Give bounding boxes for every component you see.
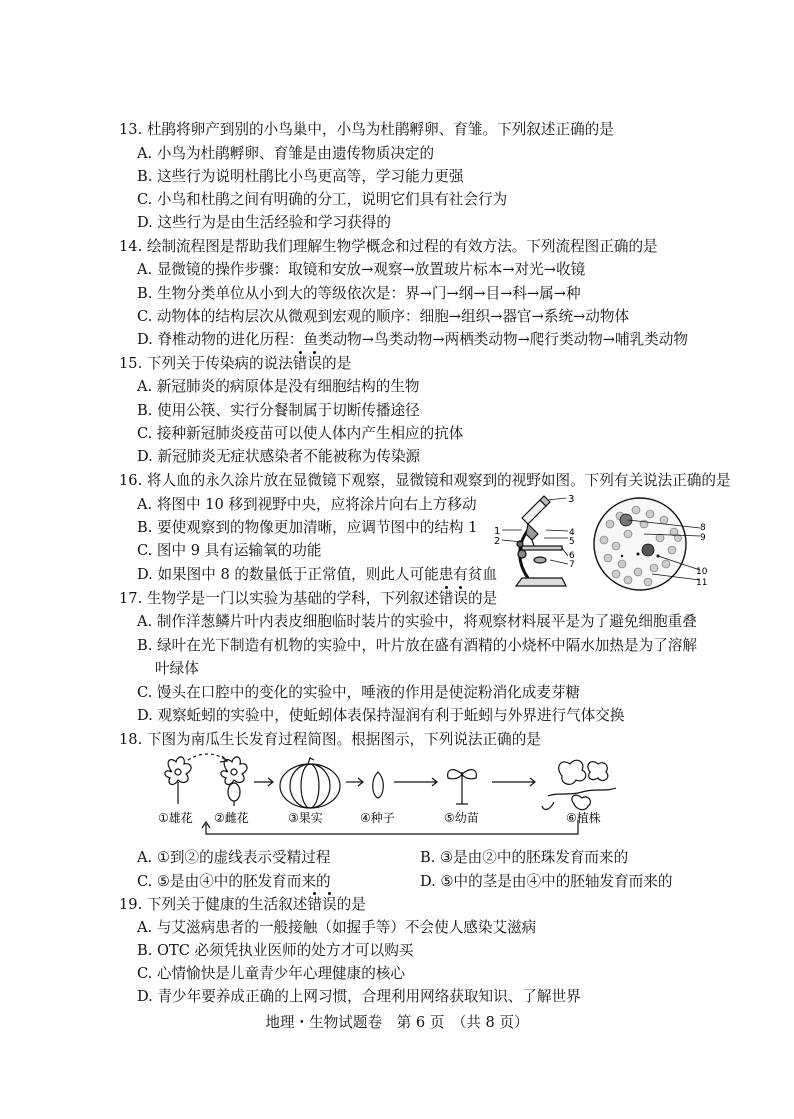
q19-option-a: A. 与艾滋病患者的一般接触（如握手等）不会使人感染艾滋病 bbox=[137, 919, 537, 936]
q16-label-4: 4 bbox=[569, 528, 575, 538]
q17-stem: 17. 生物学是一门以实验为基础的学科，下列叙述错误的是 bbox=[119, 590, 498, 607]
q16-stem: 16. 将人血的永久涂片放在显微镜下观察，显微镜和观察到的视野如图。下列有关说法正确的是 bbox=[119, 472, 731, 489]
q16-label-1: 1 bbox=[494, 526, 501, 537]
q16-label-5: 5 bbox=[569, 537, 575, 547]
q18-label-2: ②雌花 bbox=[214, 811, 249, 825]
q18-option-c: C. ⑤是由④中的胚发育而来的 bbox=[137, 873, 331, 890]
q18-stem: 18. 下图为南瓜生长发育过程简图。根据图示，下列说法正确的是 bbox=[119, 731, 541, 748]
q16-label-11: 11 bbox=[696, 578, 708, 588]
q15-option-a: A. 新冠肺炎的病原体是没有细胞结构的生物 bbox=[137, 378, 420, 395]
q14-option-d: D. 脊椎动物的进化历程：鱼类动物→鸟类动物→两栖类动物→爬行类动物→哺乳类动物 bbox=[137, 331, 688, 348]
q19-option-d: D. 青少年要养成正确的上网习惯，合理利用网络获取知识、了解世界 bbox=[137, 988, 581, 1005]
q15-option-d: D. 新冠肺炎无症状感染者不能被称为传染源 bbox=[137, 448, 421, 465]
q16-label-2: 2 bbox=[494, 536, 501, 547]
q15-option-b: B. 使用公筷、实行分餐制属于切断传播途径 bbox=[137, 402, 420, 419]
q14-option-b: B. 生物分类单位从小到大的等级依次是：界→门→纲→目→科→属→种 bbox=[137, 285, 581, 302]
female-flower-drawing bbox=[221, 757, 247, 806]
q16-label-3: 3 bbox=[568, 494, 575, 505]
male-flower-drawing bbox=[165, 757, 191, 804]
q16-label-7: 7 bbox=[569, 560, 575, 570]
q14-stem: 14. 绘制流程图是帮助我们理解生物学概念和过程的有效方法。下列流程图正确的是 bbox=[119, 238, 658, 255]
q16-label-10: 10 bbox=[696, 567, 708, 577]
q13-option-c: C. 小鸟和杜鹃之间有明确的分工，说明它们具有社会行为 bbox=[137, 191, 508, 208]
q17-option-c: C. 馒头在口腔中的变化的实验中，唾液的作用是使淀粉消化成麦芽糖 bbox=[137, 684, 581, 701]
q17-option-b-line1: B. 绿叶在光下制造有机物的实验中，叶片放在盛有酒精的小烧杯中隔水加热是为了溶解 bbox=[137, 637, 697, 654]
q18-option-b: B. ③是由②中的胚珠发育而来的 bbox=[420, 849, 629, 866]
plant-drawing bbox=[542, 760, 616, 809]
q16-label-8: 8 bbox=[700, 523, 706, 533]
q16-option-c: C. 图中 9 具有运输氧的功能 bbox=[137, 542, 322, 559]
q18-label-1: ①雄花 bbox=[158, 811, 193, 825]
q13-stem: 13. 杜鹃将卵产到别的小鸟巢中，小鸟为杜鹃孵卵、育雏。下列叙述正确的是 bbox=[119, 121, 614, 138]
q19-stem: 19. 下列关于健康的生活叙述错误的是 bbox=[119, 896, 366, 913]
q13-option-a: A. 小鸟为杜鹃孵卵、育雏是由遗传物质决定的 bbox=[137, 145, 435, 162]
q18-option-d: D. ⑤中的茎是由④中的胚轴发育而来的 bbox=[420, 873, 673, 890]
q16-figure bbox=[488, 494, 708, 594]
q16-option-b: B. 要使观察到的物像更加清晰，应调节图中的结构 1 bbox=[137, 519, 478, 536]
seedling-drawing bbox=[448, 770, 477, 804]
pumpkin-drawing bbox=[280, 758, 340, 808]
q16-option-d: D. 如果图中 8 的数量低于正常值，则此人可能患有贫血 bbox=[137, 566, 498, 583]
q15-option-c: C. 接种新冠肺炎疫苗可以使人体内产生相应的抗体 bbox=[137, 425, 464, 442]
microscope-drawing bbox=[516, 496, 566, 586]
q16-option-a: A. 将图中 10 移到视野中央，应将涂片向右上方移动 bbox=[137, 496, 477, 513]
q17-option-b-line2: 叶绿体 bbox=[155, 660, 199, 677]
q13-option-b: B. 这些行为说明杜鹃比小鸟更高等，学习能力更强 bbox=[137, 168, 464, 185]
q19-option-c: C. 心情愉快是儿童青少年心理健康的核心 bbox=[137, 965, 406, 982]
q14-option-a: A. 显微镜的操作步骤：取镜和安放→观察→放置玻片标本→对光→收镜 bbox=[137, 261, 586, 278]
q13-option-d: D. 这些行为是由生活经验和学习获得的 bbox=[137, 214, 391, 231]
q18-figure bbox=[150, 752, 630, 844]
q18-label-4: ④种子 bbox=[360, 811, 395, 825]
page-footer: 地理・生物试题卷 第 6 页 （共 8 页） bbox=[265, 1014, 529, 1031]
q15-stem: 15. 下列关于传染病的说法错误的是 bbox=[119, 355, 352, 372]
q18-label-3: ③果实 bbox=[288, 811, 323, 825]
q17-option-d: D. 观察蚯蚓的实验中，使蚯蚓体表保持湿润有利于蚯蚓与外界进行气体交换 bbox=[137, 707, 625, 724]
q17-option-a: A. 制作洋葱鳞片叶内表皮细胞临时装片的实验中，将观察材料展平是为了避免细胞重叠 bbox=[137, 613, 697, 630]
seed-drawing bbox=[373, 772, 384, 798]
q14-option-c: C. 动物体的结构层次从微观到宏观的顺序：细胞→组织→器官→系统→动物体 bbox=[137, 308, 630, 325]
q18-label-5: ⑤幼苗 bbox=[444, 811, 479, 825]
q18-label-6: ⑥植株 bbox=[566, 811, 601, 825]
q16-label-9: 9 bbox=[700, 533, 706, 543]
q16-label-6: 6 bbox=[569, 551, 575, 561]
q19-option-b: B. OTC 必须凭执业医师的处方才可以购买 bbox=[137, 942, 414, 959]
q18-option-a: A. ①到②的虚线表示受精过程 bbox=[137, 849, 331, 866]
